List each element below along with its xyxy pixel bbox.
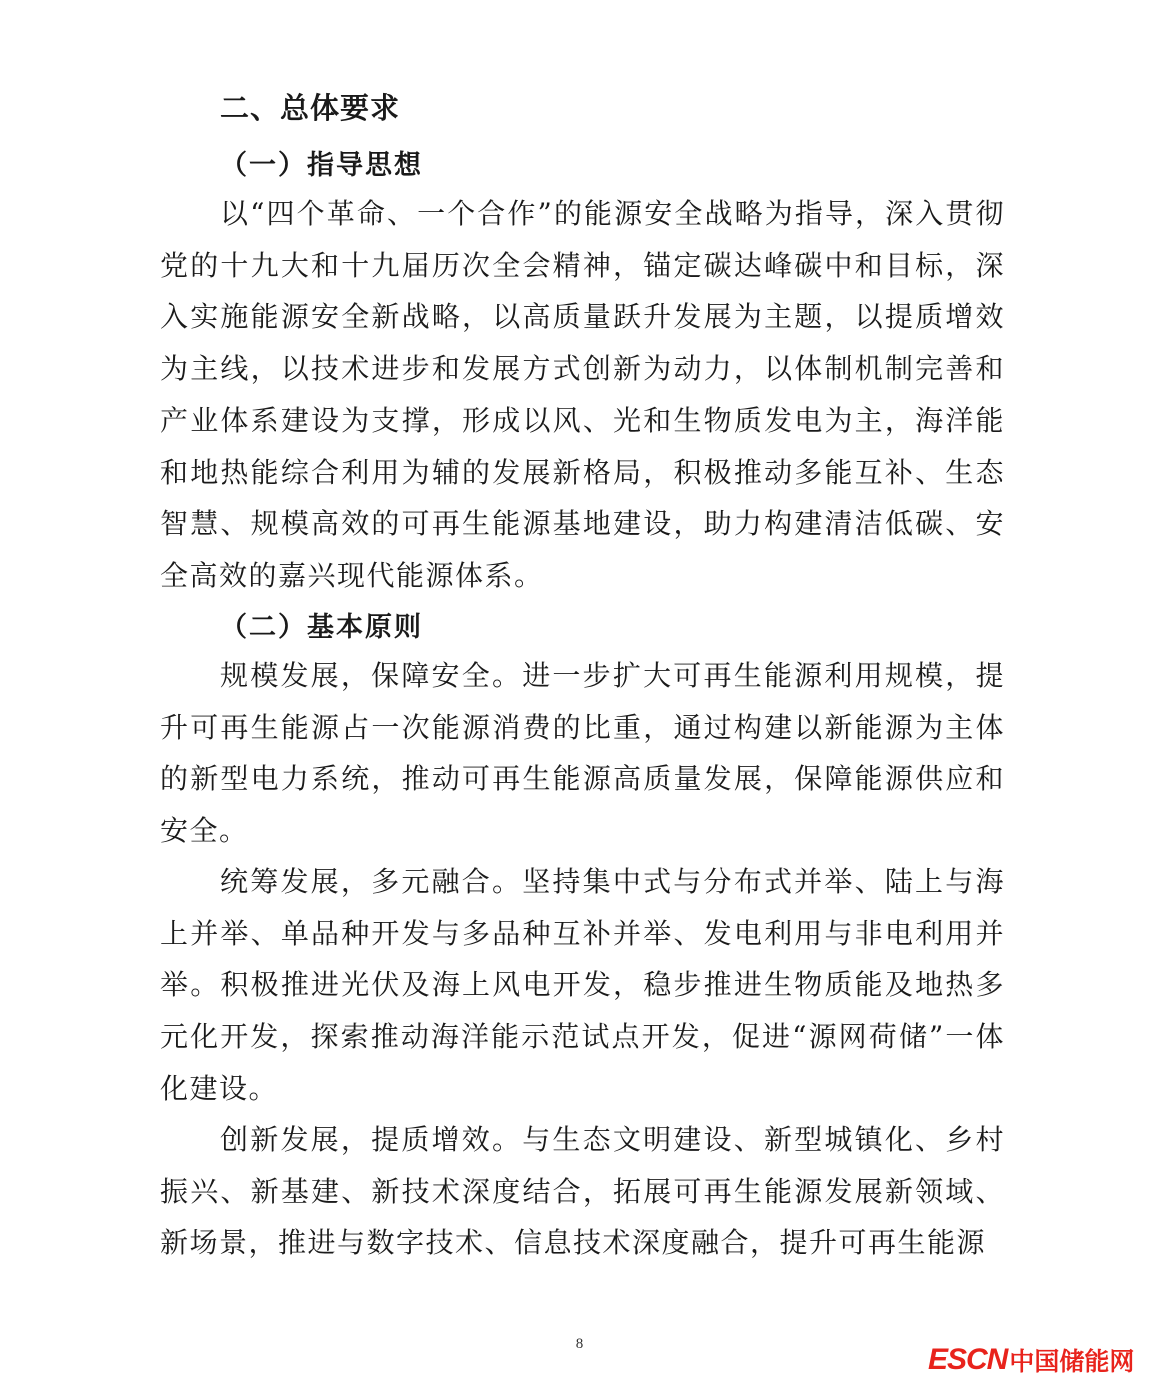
- paragraph-guiding-ideology: 以“四个革命、一个合作”的能源安全战略为指导，深入贯彻党的十九大和十九届历次全会精神，锚定碳达峰碳中和目标，深入实施能源安全新战略，以高质量跃升发展为主题，以提质增效为主线，以技术进步和发展方式创新为动力，以体制机制完善和产业体系建设为支撑，形成以风、光和生物质发电为主，海洋能和地热能综合利用为辅的发展新格局，积极推动多能互补、生态智慧、规模高效的可再生能源基地建设，助力构建清洁低碳、安全高效的嘉兴现代能源体系。: [160, 197, 1005, 592]
- watermark-latin: ESCN: [928, 1343, 1008, 1376]
- paragraph-principle-coordination: 统筹发展，多元融合。坚持集中式与分布式并举、陆上与海上并举、单品种开发与多品种互补并举、发电利用与非电利用并举。积极推进光伏及海上风电开发，稳步推进生物质能及地热多元化开发，探索推动海洋能示范试点开发，促进“源网荷储”一体化建设。: [160, 865, 1005, 1105]
- paragraph-principle-innovation: 创新发展，提质增效。与生态文明建设、新型城镇化、乡村振兴、新基建、新技术深度结合，拓展可再生能源发展新领域、新场景，推进与数字技术、信息技术深度融合，提升可再生能源: [160, 1123, 1005, 1260]
- escn-watermark-logo: [928, 1340, 1148, 1380]
- watermark-cjk: 中国储能网: [1009, 1347, 1135, 1376]
- page-number: 8: [575, 1336, 584, 1352]
- subsection-title-guiding-ideology: （一）指导思想: [220, 150, 423, 181]
- paragraph-principle-scale: 规模发展，保障安全。进一步扩大可再生能源利用规模，提升可再生能源占一次能源消费的比重，通过构建以新能源为主体的新型电力系统，推动可再生能源高质量发展，保障能源供应和安全。: [160, 659, 1005, 848]
- section-heading: 二、总体要求: [220, 91, 401, 125]
- subsection-title-basic-principles: （二）基本原则: [220, 612, 423, 643]
